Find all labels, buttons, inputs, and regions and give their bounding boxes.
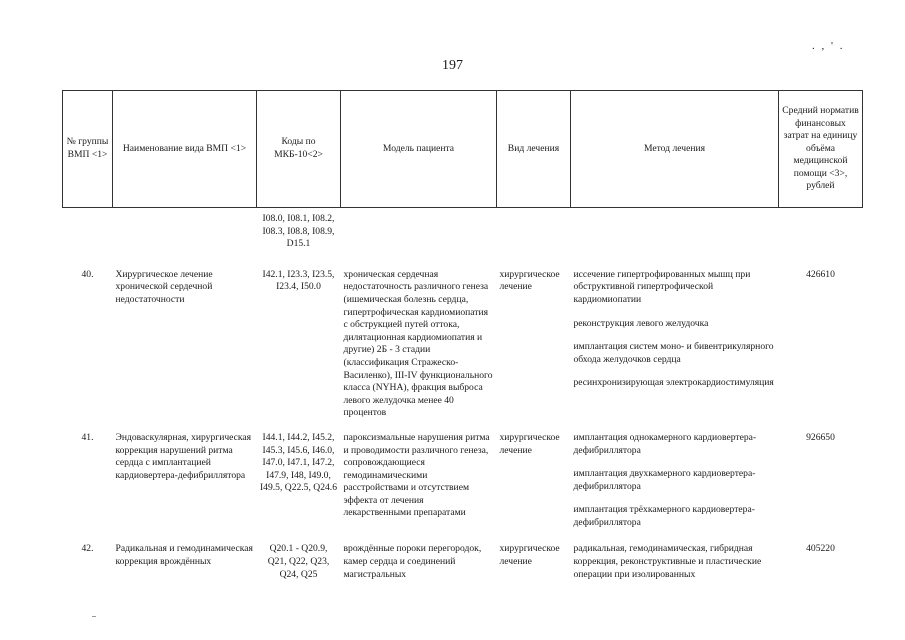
- average-cost-cell: 426610: [806, 268, 835, 280]
- header-vmp-name: Наименование вида ВМП <1>: [113, 91, 257, 208]
- treatment-type-cell: хирургическое лечение: [499, 543, 560, 568]
- header-treatment-method: Метод лечения: [571, 91, 779, 208]
- treatment-type-cell: хирургическое лечение: [499, 431, 560, 456]
- scan-mark: [92, 616, 96, 617]
- group-number-cell: 41.: [81, 431, 94, 443]
- table-header-row: [63, 91, 863, 208]
- method-item: имплантация однокамерного кардиовертера-дефибриллятора: [573, 431, 757, 456]
- method-item: имплантация трёхкамерного кардиовертера-дефибриллятора: [573, 504, 755, 528]
- page-number: 197: [442, 58, 463, 73]
- average-cost-cell: 405220: [806, 543, 835, 555]
- treatment-method-cell: [571, 432, 779, 544]
- table-row-continuation: [63, 208, 863, 269]
- vmp-name-cell: Хирургическое лечение хронической сердечной недостаточности: [115, 268, 213, 305]
- treatment-type-cell: хирургическое лечение: [499, 268, 560, 293]
- average-cost-cell: 926650: [806, 431, 835, 443]
- patient-model-cell: врождённые пороки перегородок, камер сердца и соединений магистральных: [343, 543, 482, 580]
- treatment-method-cell: [571, 543, 779, 581]
- icd-codes-cell: Q20.1 - Q20.9, Q21, Q22, Q23, Q24, Q25: [267, 543, 330, 580]
- patient-model-cell: хроническая сердечная недостаточность различного генеза (ишемическая болезнь сердца, гипертрофическая кардиомиопатия с обструкцией путей оттока, дилятационная кардиомиопатия и другие) 2Б - 3 стадии (классификация Стражеско-Василенко), III-IV функционального класса (NYHA), фракция выброса левого желудочка менее 40 процентов: [343, 268, 493, 419]
- corner-marks: . , ' .: [812, 40, 845, 52]
- icd-codes-cell: I44.1, I44.2, I45.2, I45.3, I45.6, I46.0, I47.0, I47.1, I47.2, I47.9, I48, I49.0, I49.5, Q22.5, Q24.6: [259, 431, 337, 494]
- vmp-table: [62, 90, 863, 581]
- group-number-cell: 40.: [81, 268, 94, 280]
- group-number-cell: 42.: [81, 543, 94, 555]
- patient-model-cell: пароксизмальные нарушения ритма и проводимости различного генеза, сопровождающиеся гемодинамическими расстройствами и отсутствием эффекта от лечения лекарственными препаратами: [343, 431, 490, 519]
- header-average-cost: Средний норматив финансовых затрат на единицу объёма медицинской помощи <3>, рублей: [779, 91, 863, 208]
- icd-codes-cell: I42.1, I23.3, I23.5, I23.4, I50.0: [262, 268, 335, 293]
- treatment-method-cell: [571, 269, 779, 432]
- header-patient-model: Модель пациента: [341, 91, 497, 208]
- vmp-name-cell: Эндоваскулярная, хирургическая коррекция нарушений ритма сердца с имплантацией кардиовертера-дефибриллятора: [115, 431, 252, 481]
- table-row: [63, 432, 863, 544]
- header-group-number: № группы ВМП <1>: [63, 91, 113, 208]
- header-icd-codes: Коды по МКБ-10<2>: [257, 91, 341, 208]
- method-item: реконструкция левого желудочка: [573, 317, 709, 329]
- table-row: [63, 543, 863, 581]
- method-item: ресинхронизирующая электрокардиостимуляция: [573, 377, 774, 389]
- icd-codes-cell: I08.0, I08.1, I08.2, I08.3, I08.8, I08.9, D15.1: [262, 213, 335, 250]
- header-treatment-type: Вид лечения: [497, 91, 571, 208]
- method-item: имплантация двухкамерного кардиовертера-дефибриллятора: [573, 468, 756, 492]
- method-item: имплантация систем моно- и бивентрикулярного обхода желудочков сердца: [573, 341, 774, 365]
- table-row: [63, 269, 863, 432]
- method-item: радикальная, гемодинамическая, гибридная коррекция, реконструктивные и пластические операции при изолированных: [573, 543, 762, 580]
- method-item: иссечение гипертрофированных мышц при обструктивной гипертрофической кардиомиопатии: [573, 268, 751, 305]
- vmp-name-cell: Радикальная и гемодинамическая коррекция врождённых: [115, 543, 253, 568]
